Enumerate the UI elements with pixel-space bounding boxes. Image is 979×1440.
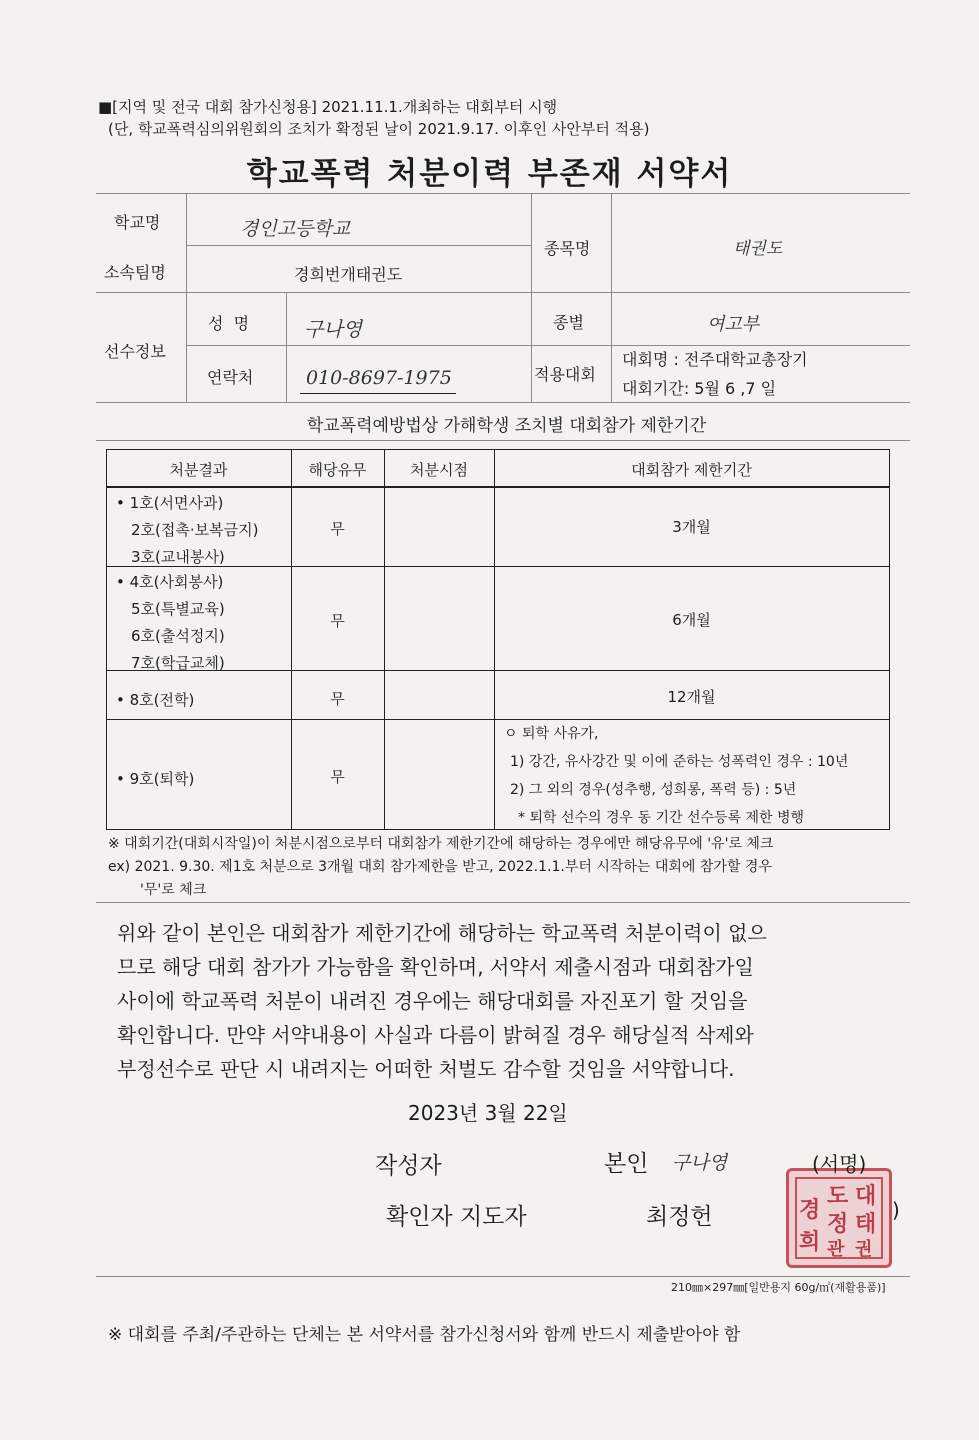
- header-time: 처분시점: [410, 461, 468, 479]
- event-value: 태권도: [733, 239, 783, 259]
- self-name: 구나영: [672, 1152, 728, 1174]
- table-right: [889, 449, 890, 829]
- row1-line2: 2호(접촉·보복금지): [131, 521, 259, 539]
- applied-label: 적용대회: [534, 365, 596, 384]
- notes-border: [96, 902, 910, 903]
- team-value: 경희번개태권도: [294, 265, 403, 284]
- table-bottom: [106, 829, 890, 830]
- row4-period-line4: * 퇴학 선수의 경우 동 기간 선수등록 제한 병행: [518, 810, 805, 826]
- document-title: 학교폭력 처분이력 부존재 서약서: [246, 156, 733, 192]
- footer-note: ※ 대회를 주최/주관하는 단체는 본 서약서를 참가신청서와 함께 반드시 제출받아야 함: [108, 1325, 741, 1345]
- table-left: [106, 449, 107, 829]
- self-label: 본인: [604, 1151, 649, 1177]
- row4-period-line3: 2) 그 외의 경우(성추행, 성희롱, 폭력 등) : 5년: [510, 782, 797, 798]
- confirm-label: 확인자 지도자: [386, 1204, 527, 1230]
- row4-period-line2: 1) 강간, 유사강간 및 이에 준하는 성폭력인 경우 : 10년: [510, 754, 849, 770]
- row1-line1: • 1호(서면사과): [116, 494, 224, 512]
- header-line-2: (단, 학교폭력심의위원회의 조치가 확정된 날이 2021.9.17. 이후인 사안부터 적용): [108, 120, 650, 138]
- row2-line1: • 4호(사회봉사): [116, 573, 224, 591]
- pledge-line-4: 확인합니다. 만약 서약내용이 사실과 다름이 밝혀질 경우 해당실적 삭제와: [117, 1023, 754, 1047]
- name-label: 성 명: [208, 314, 250, 333]
- row2-line2: 5호(특별교육): [131, 600, 225, 618]
- coach-name: 최정헌: [646, 1204, 713, 1230]
- table-row-3-bottom: [106, 719, 890, 720]
- info-col-1: [186, 193, 187, 402]
- header-result: 처분결과: [169, 461, 228, 479]
- row4-line1: • 9호(퇴학): [116, 770, 195, 788]
- writer-label: 작성자: [375, 1153, 442, 1179]
- header-period: 대회참가 제한기간: [631, 461, 752, 479]
- row3-applies: 무: [330, 690, 345, 708]
- row1-period: 3개월: [672, 518, 711, 536]
- category-value: 여고부: [707, 314, 760, 335]
- info-mid-border: [96, 292, 910, 293]
- contact-underline: [300, 393, 456, 394]
- player-info-label: 선수정보: [104, 342, 166, 361]
- limits-title-border: [96, 440, 910, 441]
- info-col-4: [611, 193, 612, 402]
- pledge-date: 2023년 3월 22일: [408, 1101, 568, 1125]
- table-top: [106, 449, 890, 450]
- header-applies: 해당유무: [308, 461, 367, 479]
- row2-period: 6개월: [672, 611, 711, 629]
- pledge-line-5: 부정선수로 판단 시 내려지는 어떠한 처벌도 감수할 것임을 서약합니다.: [117, 1057, 735, 1081]
- school-label: 학교명: [114, 213, 161, 232]
- row3-period: 12개월: [667, 688, 716, 706]
- info-col-3: [531, 193, 532, 402]
- note-1: ※ 대회기간(대회시작일)이 처분시점으로부터 대회참가 제한기간에 해당하는 경우에만 해당유무에 '유'로 체크: [108, 836, 774, 852]
- info-row-divider: [186, 245, 531, 246]
- row1-applies: 무: [330, 520, 345, 538]
- close-paren: ): [892, 1198, 900, 1222]
- row1-line3: 3호(교내봉사): [131, 548, 225, 566]
- limits-title: 학교폭력예방법상 가해학생 조치별 대회참가 제한기간: [306, 416, 707, 436]
- header-line-1: ■[지역 및 전국 대회 참가신청용] 2021.11.1.개최하는 대회부터 시행: [98, 98, 558, 116]
- table-col-2: [384, 449, 385, 829]
- contact-label: 연락처: [207, 368, 254, 387]
- team-label: 소속팀명: [104, 263, 166, 282]
- info-row-divider-2: [186, 345, 910, 346]
- row2-line3: 6호(출석정지): [131, 627, 225, 645]
- tournament-name: 대회명 : 전주대학교총장기: [622, 350, 808, 369]
- info-col-2: [286, 292, 287, 402]
- name-value: 구나영: [304, 317, 362, 341]
- row4-period-line1: ㅇ 퇴학 사유가,: [504, 726, 599, 742]
- row2-line4: 7호(학급교체): [131, 654, 225, 672]
- info-bottom-border: [96, 402, 910, 403]
- table-col-3: [494, 449, 495, 829]
- event-label: 종목명: [544, 239, 591, 258]
- tournament-period: 대회기간: 5월 6 ,7 일: [622, 379, 777, 398]
- pledge-line-2: 므로 해당 대회 참가가 가능함을 확인하며, 서약서 제출시점과 대회참가일: [117, 955, 754, 979]
- row3-line1: • 8호(전학): [116, 691, 195, 709]
- row4-applies: 무: [330, 768, 345, 786]
- school-value: 경인고등학교: [240, 218, 351, 240]
- info-top-border: [96, 193, 910, 194]
- footer-border: [96, 1276, 910, 1277]
- pledge-line-3: 사이에 학교폭력 처분이 내려진 경우에는 해당대회를 자진포기 할 것임을: [117, 989, 748, 1013]
- table-header-bottom: [106, 486, 890, 488]
- row2-applies: 무: [330, 612, 345, 630]
- category-label: 종별: [553, 313, 584, 332]
- note-2: ex) 2021. 9.30. 제1호 처분으로 3개월 대회 참가제한을 받고, 2022.1.1.부터 시작하는 대회에 참가할 경우: [108, 859, 772, 875]
- note-3: '무'로 체크: [140, 882, 207, 898]
- pledge-line-1: 위와 같이 본인은 대회참가 제한기간에 해당하는 학교폭력 처분이력이 없으: [117, 921, 767, 945]
- organization-seal-stamp: 대 태 권 도 정 관 경 희: [786, 1168, 892, 1268]
- paper-spec: 210㎜×297㎜[일반용지 60g/㎡(재활용품)]: [671, 1281, 886, 1294]
- seal-label: (서명): [812, 1152, 867, 1176]
- contact-value: 010-8697-1975: [306, 367, 452, 389]
